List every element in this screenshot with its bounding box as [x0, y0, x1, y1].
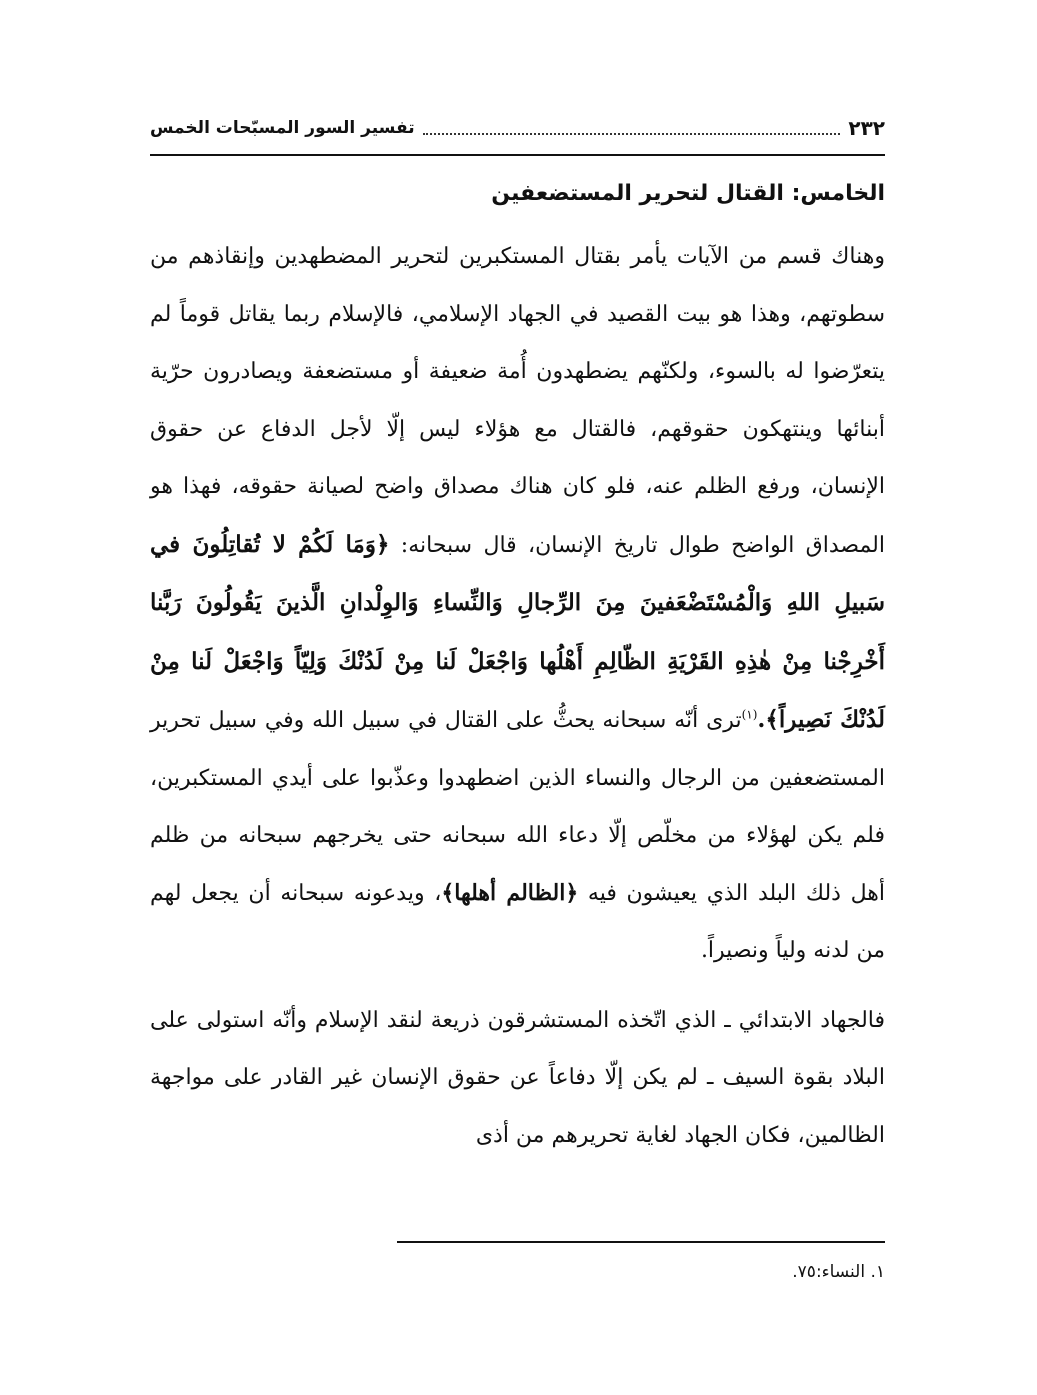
quran-verse: ﴿وَمَا لَكُمْ لا تُقاتِلُونَ في سَبيلِ اللهِ وَالْمُسْتَضْعَفينَ مِنَ الرِّجالِ وَالنِّساءِ وَالوِلْدانِ الَّذينَ يَقُولُونَ رَبَّنا أَخْرِجْنا مِنْ هٰذِهِ القَرْيَةِ الظّالِمِ أَهْلُها وَاجْعَلْ لَنا مِنْ لَدُنْكَ وَلِيّاً وَاجْعَلْ لَنا مِنْ لَدُنْكَ نَصِيراً﴾.: [150, 530, 886, 733]
paragraph-1-intro: وهناك قسم من الآيات يأمر بقتال المستكبرين لتحرير المضطهدين وإنقاذهم من سطوتهم، وهذا هو بيت القصيد في الجهاد الإسلامي، فالإسلام ربما يقاتل قوماً لم يتعرّضوا له بالسوء، ولكنّهم يضطهدون أُمة ضعيفة أو مستضعفة ويصادرون حرّية أبنائها وينتهكون حقوقهم، فالقتال مع هؤلاء ليس إلّا لأجل الدفاع عن حقوق الإنسان، ورفع الظلم عنه، فلو كان هناك مصداق واضح لصيانة حقوقه، فهذا هو المصداق الواضح طوال تاريخ الإنسان، قال سبحانه:: [150, 244, 885, 558]
paragraph-1-body: ترى أنّه سبحانه يحثُّ على القتال في سبيل الله وفي سبيل تحرير المستضعفين من الرجال والنساء الذين اضطهدوا وعذّبوا على أيدي المستكبرين، فلم يكن لهؤلاء من مخلّص إلّا دعاء الله سبحانه حتى يخرجهم سبحانه من ظلم أهل ذلك البلد الذي يعيشون فيه: [150, 708, 885, 906]
header-dot-leader: [423, 133, 841, 135]
paragraph-1-end: ، ويدعونه سبحانه أن يجعل لهم من لدنه ولياً ونصيراً.: [150, 880, 885, 963]
paragraph-1: [150, 228, 885, 980]
footnote: ١. النساء:٧٥.: [792, 1262, 885, 1282]
book-title: تفسير السور المسبّحات الخمس: [150, 118, 415, 138]
quoted-phrase: ﴿الظالم أهلها﴾: [441, 879, 579, 906]
running-header: [150, 108, 885, 148]
page-number: ٢٣٢: [848, 116, 885, 140]
section-title: الخامس: القتال لتحرير المستضعفين: [491, 181, 885, 206]
main-content: [150, 170, 885, 1164]
header-rule: [150, 154, 885, 156]
footnote-marker: (١): [741, 707, 758, 722]
footnote-rule: [397, 1241, 885, 1243]
paragraph-2: فالجهاد الابتدائي ـ الذي اتّخذه المستشرقون ذريعة لنقد الإسلام وأنّه استولى على البلاد بقوة السيف ـ لم يكن إلّا دفاعاً عن حقوق الإنسان غير القادر على مواجهة الظالمين، فكان الجهاد لغاية تحريرهم من أذى: [150, 1007, 885, 1148]
